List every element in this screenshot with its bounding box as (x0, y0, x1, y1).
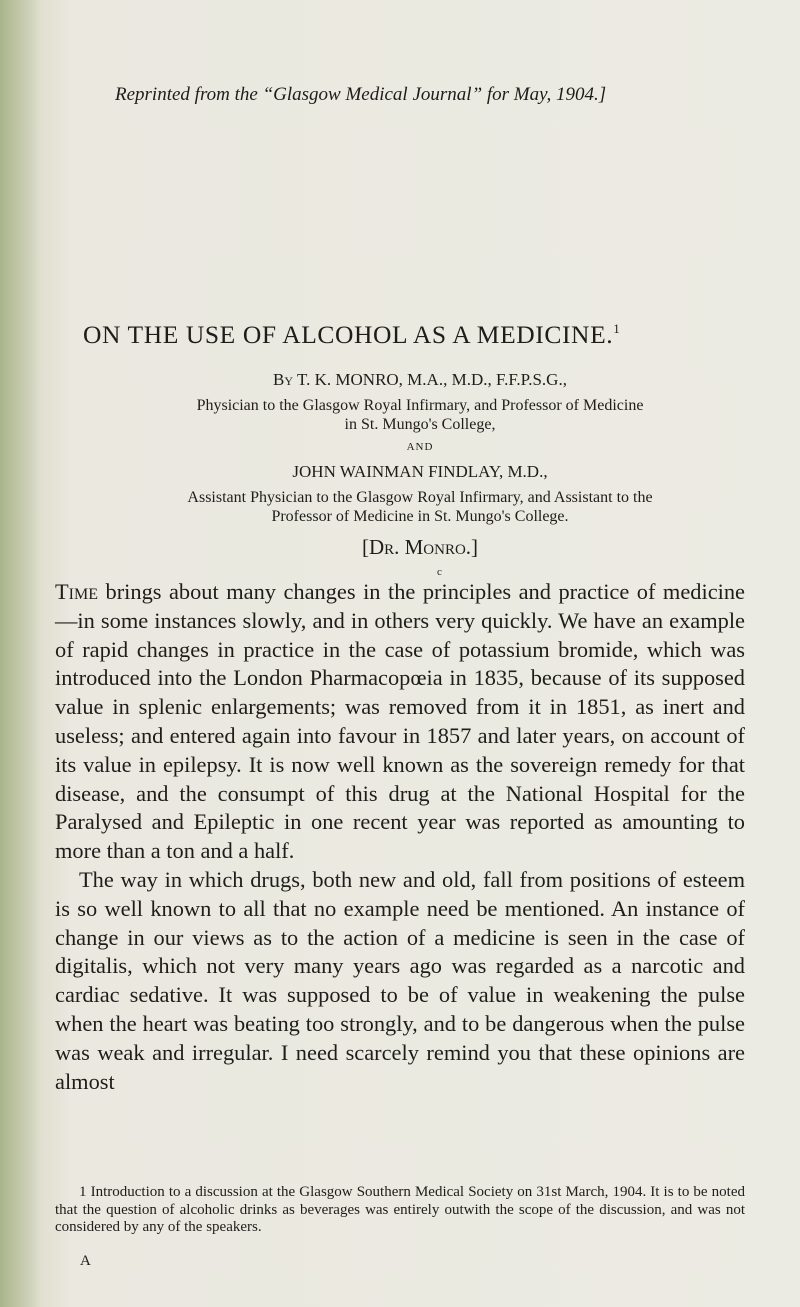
author-2-affiliation (60, 488, 780, 526)
article-body (55, 578, 745, 1096)
affiliation-line: Assistant Physician to the Glasgow Royal Infirmary, and Assistant to the (187, 489, 653, 506)
title-footnote-mark: 1 (613, 321, 621, 336)
reprint-note: Reprinted from the “Glasgow Medical Journal” for May, 1904.] (115, 84, 607, 105)
footnote-text: 1 Introduction to a discussion at the Glasgow Southern Medical Society on 31st March, 1904. It is to be noted that the question of alcoholic drinks as beverages was entirely outwith the scope of the discussion, and was not considered by any of the speakers. (55, 1184, 745, 1235)
affiliation-line: Professor of Medicine in St. Mungo's College. (271, 508, 569, 525)
signature-mark: A (80, 1253, 91, 1269)
affiliation-line: Physician to the Glasgow Royal Infirmary, and Professor of Medicine (196, 397, 644, 414)
footnote (55, 1184, 745, 1237)
affiliation-line: in St. Mungo's College, (344, 416, 496, 433)
author-1 (60, 370, 780, 390)
title-text: ON THE USE OF ALCOHOL AS A MEDICINE. (83, 320, 614, 349)
paragraph (55, 578, 745, 866)
article-title (83, 320, 763, 350)
and-label: AND (406, 441, 434, 453)
lead-word: Time (55, 579, 99, 604)
signature-mark-c: c (437, 566, 442, 578)
speaker-label: [Dr. Monro.] (361, 535, 479, 559)
author-1-affiliation (60, 396, 780, 434)
paragraph-text: brings about many changes in the principles and practice of medicine—in some instances slowly, and in others very quickly. We have an example of rapid changes in practice in the case of potassium bromide, which was introduced into the London Pharmacopœia in 1835, because of its supposed value in splenic enlargements; was removed from it in 1851, as inert and useless; and entered again into favour in 1857 and later years, on account of its value in epilepsy. It is now well known as the sovereign remedy for that disease, and the consumpt of this drug at the National Hospital for the Paralysed and Epileptic in one recent year was reported as amounting to more than a ton and a half. (55, 579, 745, 864)
by-label: By (273, 370, 294, 389)
author-2-name: JOHN WAINMAN FINDLAY, M.D., (292, 462, 548, 481)
paragraph: The way in which drugs, both new and old, fall from positions of esteem is so well known to all that no example need be mentioned. An instance of change in our views as to the action of a medicine is seen in the case of digitalis, which not very many years ago was regarded as a narcotic and cardiac sedative. It was supposed to be of value in weakening the pulse when the heart was beating too strongly, and to be dangerous when the pulse was weak and irregular. I need scarcely remind you that these opinions are almost (55, 866, 745, 1094)
author-1-name: T. K. MONRO, M.A., M.D., F.F.P.S.G., (297, 370, 567, 389)
binding-edge (0, 0, 40, 1307)
